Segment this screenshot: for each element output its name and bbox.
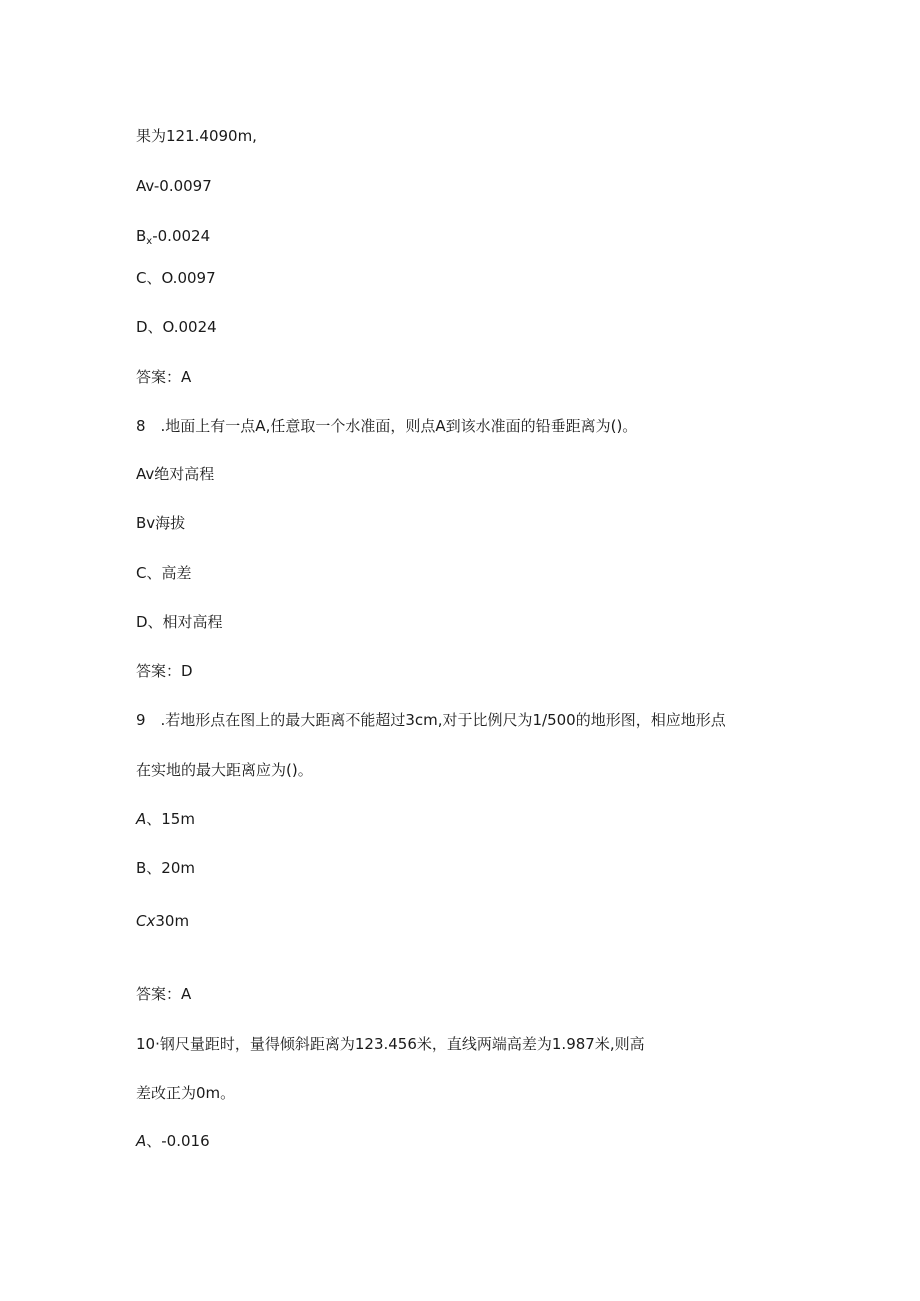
option-value: 30m (155, 912, 190, 930)
option-d: D、相对高程 (136, 613, 223, 631)
question-10: 10·钢尺量距时，量得倾斜距离为123.456米，直线两端高差为1.987米,则高 (136, 1035, 645, 1053)
question-10-continued: 差改正为0m。 (136, 1084, 236, 1102)
option-subscript: x (146, 236, 153, 247)
option-b (136, 226, 210, 252)
answer-line: 答案：D (136, 662, 193, 680)
option-b: Bv海拔 (136, 514, 186, 532)
option-value: 、-0.016 (146, 1132, 210, 1150)
option-letter: A (136, 810, 147, 828)
option-letter: B (136, 227, 147, 245)
option-a (136, 809, 195, 829)
option-b: B、20m (136, 859, 195, 877)
question-9-continued: 在实地的最大距离应为()。 (136, 761, 313, 779)
option-c: C、O.0097 (136, 269, 216, 287)
option-letter: A (136, 1132, 147, 1150)
option-a: Av-0.0097 (136, 177, 212, 195)
option-d: D、O.0024 (136, 318, 217, 336)
answer-line: 答案：A (136, 368, 192, 386)
option-c: C、高差 (136, 564, 192, 582)
option-letter: Cx (136, 912, 156, 930)
option-a: Av绝对高程 (136, 465, 215, 483)
question-8: 8 .地面上有一点A,任意取一个水准面，则点A到该水准面的铅垂距离为()。 (136, 417, 638, 435)
question-9: 9 .若地形点在图上的最大距离不能超过3cm,对于比例尺为1/500的地形图，相应地形点 (136, 711, 726, 729)
text-line: 果为121.4090m, (136, 127, 257, 145)
option-value: 、15m (146, 810, 195, 828)
option-c (136, 911, 189, 931)
answer-line: 答案：A (136, 985, 192, 1003)
option-value: -0.0024 (152, 227, 211, 245)
option-a (136, 1131, 210, 1151)
